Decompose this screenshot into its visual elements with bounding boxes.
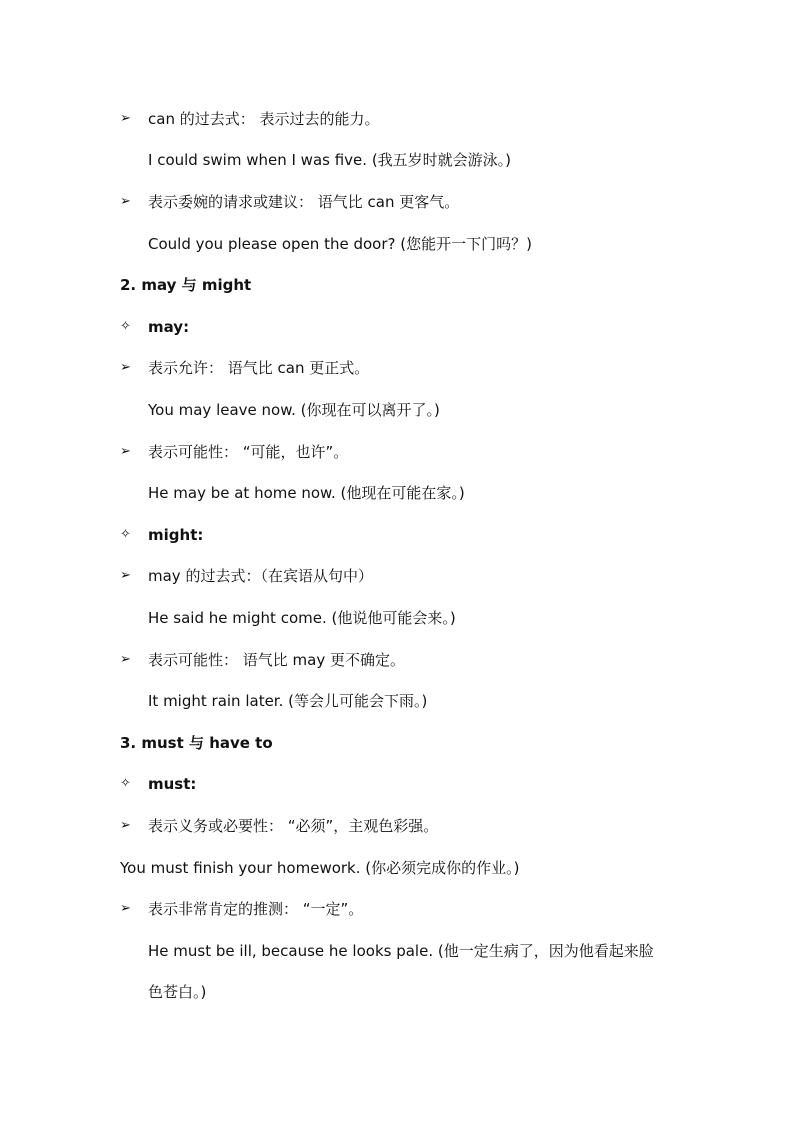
- bullet-text: can 的过去式： 表示过去的能力。: [148, 110, 380, 128]
- bullet-item: [120, 650, 405, 670]
- bullet-item: [120, 816, 438, 836]
- diamond-bullet-icon: ✧: [120, 776, 131, 791]
- diamond-bullet-icon: ✧: [120, 319, 131, 334]
- arrow-bullet-icon: ➢: [120, 444, 131, 459]
- sub-heading-item: [120, 317, 189, 337]
- section-heading: 3. must 与 have to: [120, 734, 273, 752]
- arrow-bullet-icon: ➢: [120, 818, 131, 833]
- arrow-bullet-icon: ➢: [120, 901, 131, 916]
- bullet-item: [120, 442, 348, 462]
- bullet-item: [120, 109, 379, 129]
- bullet-item: [120, 566, 373, 586]
- arrow-bullet-icon: ➢: [120, 568, 131, 583]
- example-sentence: You must finish your homework. (你必须完成你的作业。): [120, 859, 520, 877]
- bullet-item: [120, 192, 459, 212]
- bullet-text: 表示可能性： “可能，也许”。: [148, 443, 349, 461]
- sub-heading-text: may:: [148, 318, 190, 336]
- bullet-text: 表示可能性： 语气比 may 更不确定。: [148, 651, 405, 669]
- example-sentence: He may be at home now. (他现在可能在家。): [148, 484, 465, 502]
- example-sentence: You may leave now. (你现在可以离开了。): [148, 401, 440, 419]
- section-heading: 2. may 与 might: [120, 276, 252, 294]
- arrow-bullet-icon: ➢: [120, 194, 131, 209]
- example-sentence: It might rain later. (等会儿可能会下雨。): [148, 692, 428, 710]
- example-sentence: He must be ill, because he looks pale. (他一定生病了，因为他看起来脸: [148, 942, 654, 960]
- sub-heading-item: [120, 525, 203, 545]
- example-sentence: I could swim when I was five. (我五岁时就会游泳。): [148, 151, 512, 169]
- bullet-text: 表示非常肯定的推测： “一定”。: [148, 900, 364, 918]
- bullet-text: 表示允许： 语气比 can 更正式。: [148, 359, 370, 377]
- sub-heading-text: must:: [148, 775, 197, 793]
- example-sentence: He said he might come. (他说他可能会来。): [148, 609, 456, 627]
- example-sentence: Could you please open the door? (您能开一下门吗？): [148, 235, 532, 253]
- example-sentence-continuation: 色苍白。): [148, 983, 207, 1001]
- bullet-text: may 的过去式：（在宾语从句中）: [148, 567, 373, 585]
- sub-heading-text: might:: [148, 526, 204, 544]
- bullet-item: [120, 358, 369, 378]
- bullet-text: 表示委婉的请求或建议： 语气比 can 更客气。: [148, 193, 460, 211]
- diamond-bullet-icon: ✧: [120, 527, 131, 542]
- bullet-item: [120, 899, 363, 919]
- arrow-bullet-icon: ➢: [120, 360, 131, 375]
- arrow-bullet-icon: ➢: [120, 111, 131, 126]
- bullet-text: 表示义务或必要性： “必须”，主观色彩强。: [148, 817, 439, 835]
- arrow-bullet-icon: ➢: [120, 652, 131, 667]
- sub-heading-item: [120, 774, 196, 794]
